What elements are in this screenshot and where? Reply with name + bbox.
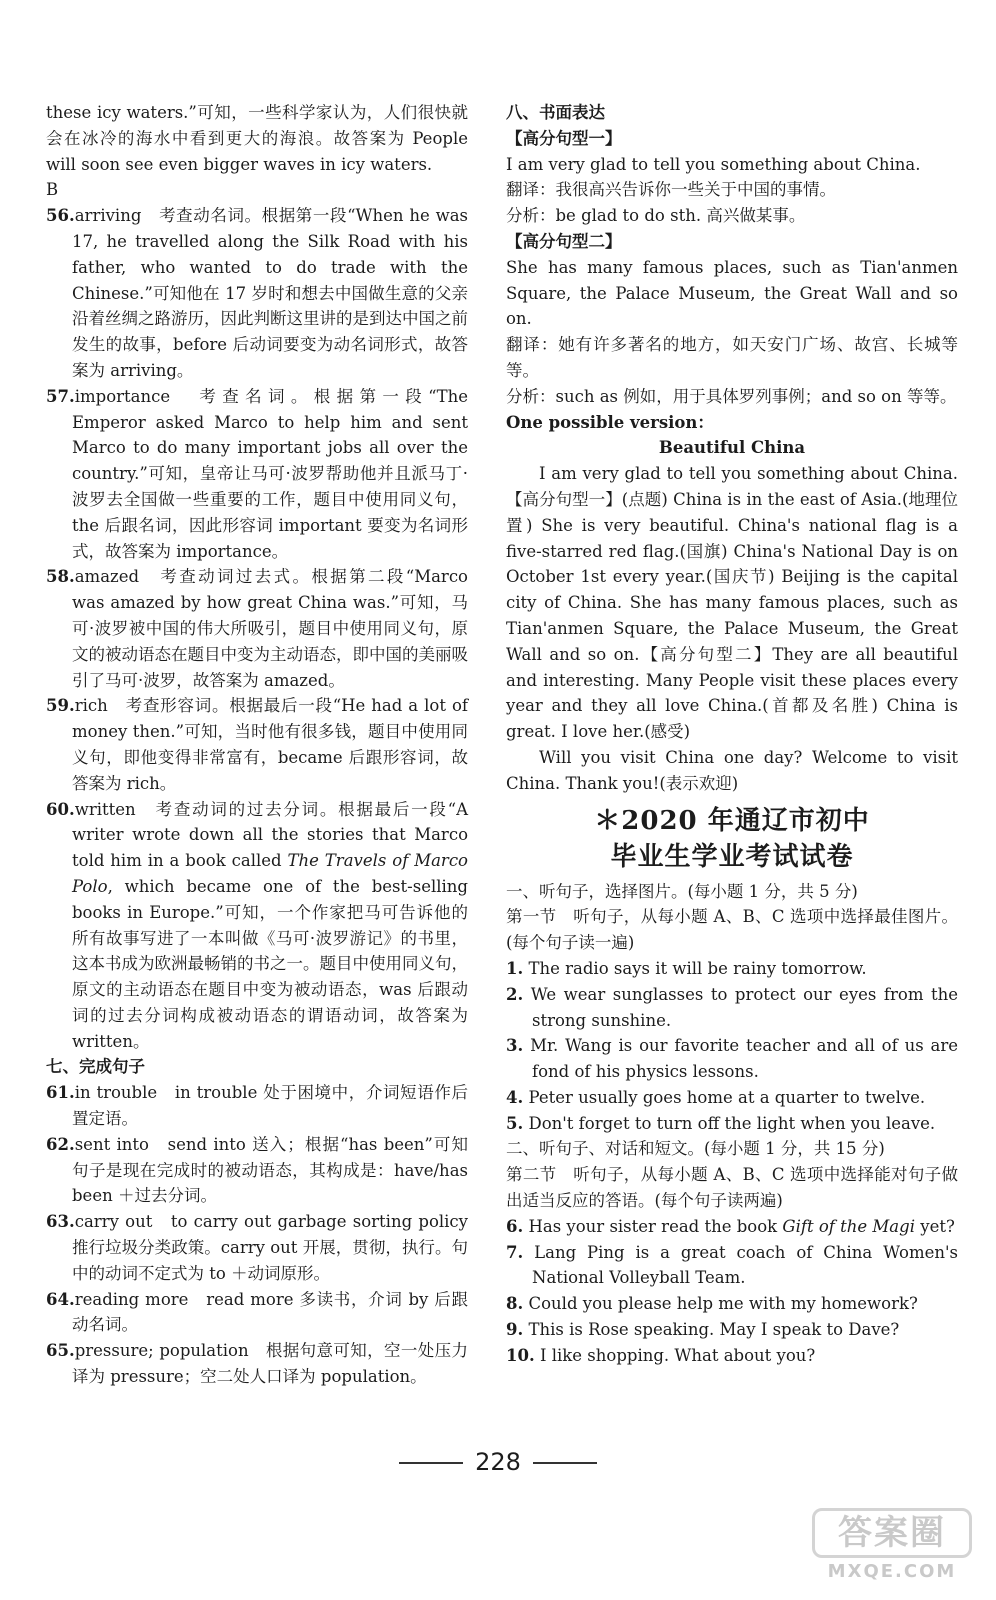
answer-item-57 [46, 384, 468, 565]
item-text: written 考查动词的过去分词。根据最后一段“A writer wrote down all the stories that Marco told him in a book called [72, 799, 468, 871]
listening-item-6 [506, 1214, 958, 1240]
item-number: 60. [46, 799, 75, 819]
item-text: arriving 考查动名词。根据第一段“When he was 17, he travelled along the Silk Road with his father, who wanted to do trade with the Chinese.”可知他在 17 岁时和想去中国做生意的父亲沿着丝绸之路游历，因此判断这里讲的是到达中国之前发生的故事，before 后动词要变为动名词形式，故答案为 arriving。 [72, 206, 468, 380]
footer-rule-right [533, 1462, 597, 1464]
footer-rule-left [399, 1462, 463, 1464]
item-text-cont: yet? [915, 1216, 955, 1236]
listening-item-8 [506, 1291, 958, 1317]
version-label: One possible version： [506, 412, 714, 432]
part-2-heading: 二、听句子、对话和短文。(每小题 1 分，共 15 分) [506, 1139, 885, 1159]
item-number: 61. [46, 1083, 75, 1103]
item-text: Mr. Wang is our favorite teacher and all of us are fond of his physics lessons. [530, 1036, 958, 1082]
page-footer [0, 1448, 996, 1476]
pattern-2-sentence: She has many famous places, such as Tian'anmen Square, the Palace Museum, the Great Wall and so on. [506, 257, 958, 329]
answer-item-60 [46, 797, 468, 1055]
pattern-2-analysis: 分析：such as 例如，用于具体罗列事例；and so on 等等。 [506, 386, 957, 406]
answer-item-65 [46, 1338, 468, 1390]
part-2-section: 第二节 听句子，从每小题 A、B、C 选项中选择能对句子做出适当反应的答语。(每个句子读两遍) [506, 1165, 958, 1211]
part-1-section: 第一节 听句子，从每小题 A、B、C 选项中选择最佳图片。(每个句子读一遍) [506, 907, 958, 953]
exam-title [506, 803, 958, 875]
listening-item-3 [506, 1033, 958, 1085]
item-number: 62. [46, 1134, 75, 1154]
item-text: We wear sunglasses to protect our eyes from the strong sunshine. [530, 984, 958, 1030]
watermark-site-text: MXQE.COM [827, 1561, 957, 1582]
book-title: The Travels of Marco Polo [72, 851, 468, 896]
page-number: 228 [475, 1448, 521, 1476]
item-text: pressure; population 根据句意可知，空一处压力译为 pressure；空二处人口译为 population。 [72, 1341, 468, 1387]
item-text: amazed 考查动词过去式。根据第二段“Marco was amazed by how great China was.”可知，马可·波罗被中国的伟大所吸引，题目中使用同义句，原文的被动语态在题目中变为主动语态，即中国的美丽吸引了马可·波罗，故答案为 amazed。 [72, 567, 468, 690]
item-text: Has your sister read the book [528, 1216, 783, 1236]
section-8-heading: 八、书面表达 [506, 103, 605, 122]
essay-paragraph-2: Will you visit China one day? Welcome to visit China. Thank you!(表示欢迎) [506, 747, 958, 793]
item-text: sent into send into 送入；根据“has been”可知句子是现在完成时的被动语态，其构成是：have/has been ＋过去分词。 [72, 1134, 468, 1206]
item-text: in trouble in trouble 处于困境中，介词短语作后置定语。 [72, 1083, 468, 1129]
item-text: Peter usually goes home at a quarter to twelve. [528, 1087, 926, 1107]
item-text: This is Rose speaking. May I speak to Dave? [528, 1320, 900, 1340]
item-number: 57. [46, 386, 75, 406]
right-column [506, 100, 958, 1369]
item-text: The radio says it will be rainy tomorrow. [528, 958, 867, 978]
section-7-heading: 七、完成句子 [46, 1057, 145, 1077]
item-number: 3. [506, 1036, 524, 1056]
answer-item-61 [46, 1080, 468, 1132]
item-text: Don't forget to turn off the light when you leave. [528, 1113, 936, 1133]
listening-item-5 [506, 1111, 958, 1137]
item-number: 2. [506, 984, 524, 1004]
item-text: Could you please help me with my homework? [528, 1294, 918, 1314]
item-text-cont: , which became one of the best-selling books in Europe.”可知，一个作家把马可告诉他的所有故事写进了一本叫做《马可·波罗游记》的书里，这本书成为欧洲最畅销的书之一。题目中使用同义句，原文的主动语态在题目中变为被动语态，was 后跟动词的过去分词构成被动语态的谓语动词，故答案为 written。 [72, 876, 468, 1051]
answer-item-59 [46, 693, 468, 796]
item-number: 5. [506, 1113, 524, 1133]
item-number: 8. [506, 1294, 524, 1314]
item-number: 6. [506, 1216, 524, 1236]
item-text: importance 考查名词。根据第一段“The Emperor asked Marco to help him and sent Marco to do many important jobs all over the country.”可知，皇帝让马可·波罗帮助他并且派马丁·波罗去全国做一些重要的工作，题目中使用同义句，the 后跟名词，因此形容词 important 要变为名词形式，故答案为 importance。 [72, 386, 468, 561]
section-b-label: B [46, 180, 59, 200]
watermark-logo [812, 1508, 972, 1588]
listening-item-1 [506, 956, 958, 982]
pattern-1-translation: 翻译：我很高兴告诉你一些关于中国的事情。 [506, 180, 836, 200]
part-1-heading: 一、听句子，选择图片。(每小题 1 分，共 5 分) [506, 881, 858, 901]
listening-item-2 [506, 982, 958, 1034]
item-number: 58. [46, 567, 75, 587]
listening-item-7 [506, 1240, 958, 1292]
item-number: 7. [506, 1242, 524, 1262]
item-number: 56. [46, 206, 75, 226]
answer-item-64 [46, 1287, 468, 1339]
pattern-2-label: 【高分句型二】 [506, 231, 622, 251]
item-number: 10. [506, 1345, 535, 1365]
item-number: 4. [506, 1087, 524, 1107]
exam-title-line-1: ＊2020 年通辽市初中 [594, 805, 870, 836]
listening-item-9 [506, 1317, 958, 1343]
item-text: Lang Ping is a great coach of China Women's National Volleyball Team. [532, 1242, 958, 1288]
pattern-1-sentence: I am very glad to tell you something about China. [506, 154, 921, 174]
item-number: 9. [506, 1320, 524, 1340]
item-number: 63. [46, 1212, 75, 1232]
watermark-logo-text: 答案圈 [812, 1508, 972, 1558]
essay-title: Beautiful China [658, 438, 806, 458]
listening-item-4 [506, 1085, 958, 1111]
answer-item-56 [46, 203, 468, 384]
left-paragraph-continued: these icy waters.”可知，一些科学家认为，人们很快就会在冰冷的海水中看到更大的海浪。故答案为 People will soon see even bigger waves in icy waters. [46, 103, 468, 174]
item-text: carry out to carry out garbage sorting policy 推行垃圾分类政策。carry out 开展，贯彻，执行。句中的动词不定式为 to ＋动词原形。 [72, 1212, 468, 1283]
item-text: rich 考查形容词。根据最后一段“He had a lot of money then.”可知，当时他有很多钱，题目中使用同义句，即他变得非常富有，became 后跟形容词，故答案为 rich。 [72, 696, 468, 793]
left-column [46, 100, 468, 1390]
item-number: 65. [46, 1341, 75, 1361]
pattern-1-label: 【高分句型一】 [506, 128, 622, 148]
item-number: 1. [506, 958, 524, 978]
pattern-2-translation: 翻译：她有许多著名的地方，如天安门广场、故宫、长城等等。 [506, 335, 958, 380]
exam-title-line-2: 毕业生学业考试试卷 [610, 841, 854, 872]
item-number: 64. [46, 1289, 75, 1309]
listening-item-10 [506, 1343, 958, 1369]
answer-item-63 [46, 1209, 468, 1286]
answer-item-62 [46, 1132, 468, 1209]
pattern-1-analysis: 分析：be glad to do sth. 高兴做某事。 [506, 206, 806, 226]
item-text: I like shopping. What about you? [539, 1345, 816, 1365]
answer-item-58 [46, 564, 468, 693]
essay-paragraph-1: I am very glad to tell you something about China.【高分句型一】(点题) China is in the east of Asia.(地理位置) She is very beautiful. China's national flag is a five-starred red flag.(国旗) China's National Day is on October 1st every year.(国庆节) Beijing is the capital city of China. She has many famous places, such as Tian'anmen Square, the Palace Museum, the Great Wall and so on.【高分句型二】They are all beautiful and interesting. Many People visit these places every year and they all love China.(首都及名胜) China is great. I love her.(感受) [506, 464, 958, 742]
item-text: reading more read more 多读书，介词 by 后跟动名词。 [72, 1289, 468, 1335]
book-title: Gift of the Magi [782, 1216, 915, 1236]
item-number: 59. [46, 696, 75, 716]
